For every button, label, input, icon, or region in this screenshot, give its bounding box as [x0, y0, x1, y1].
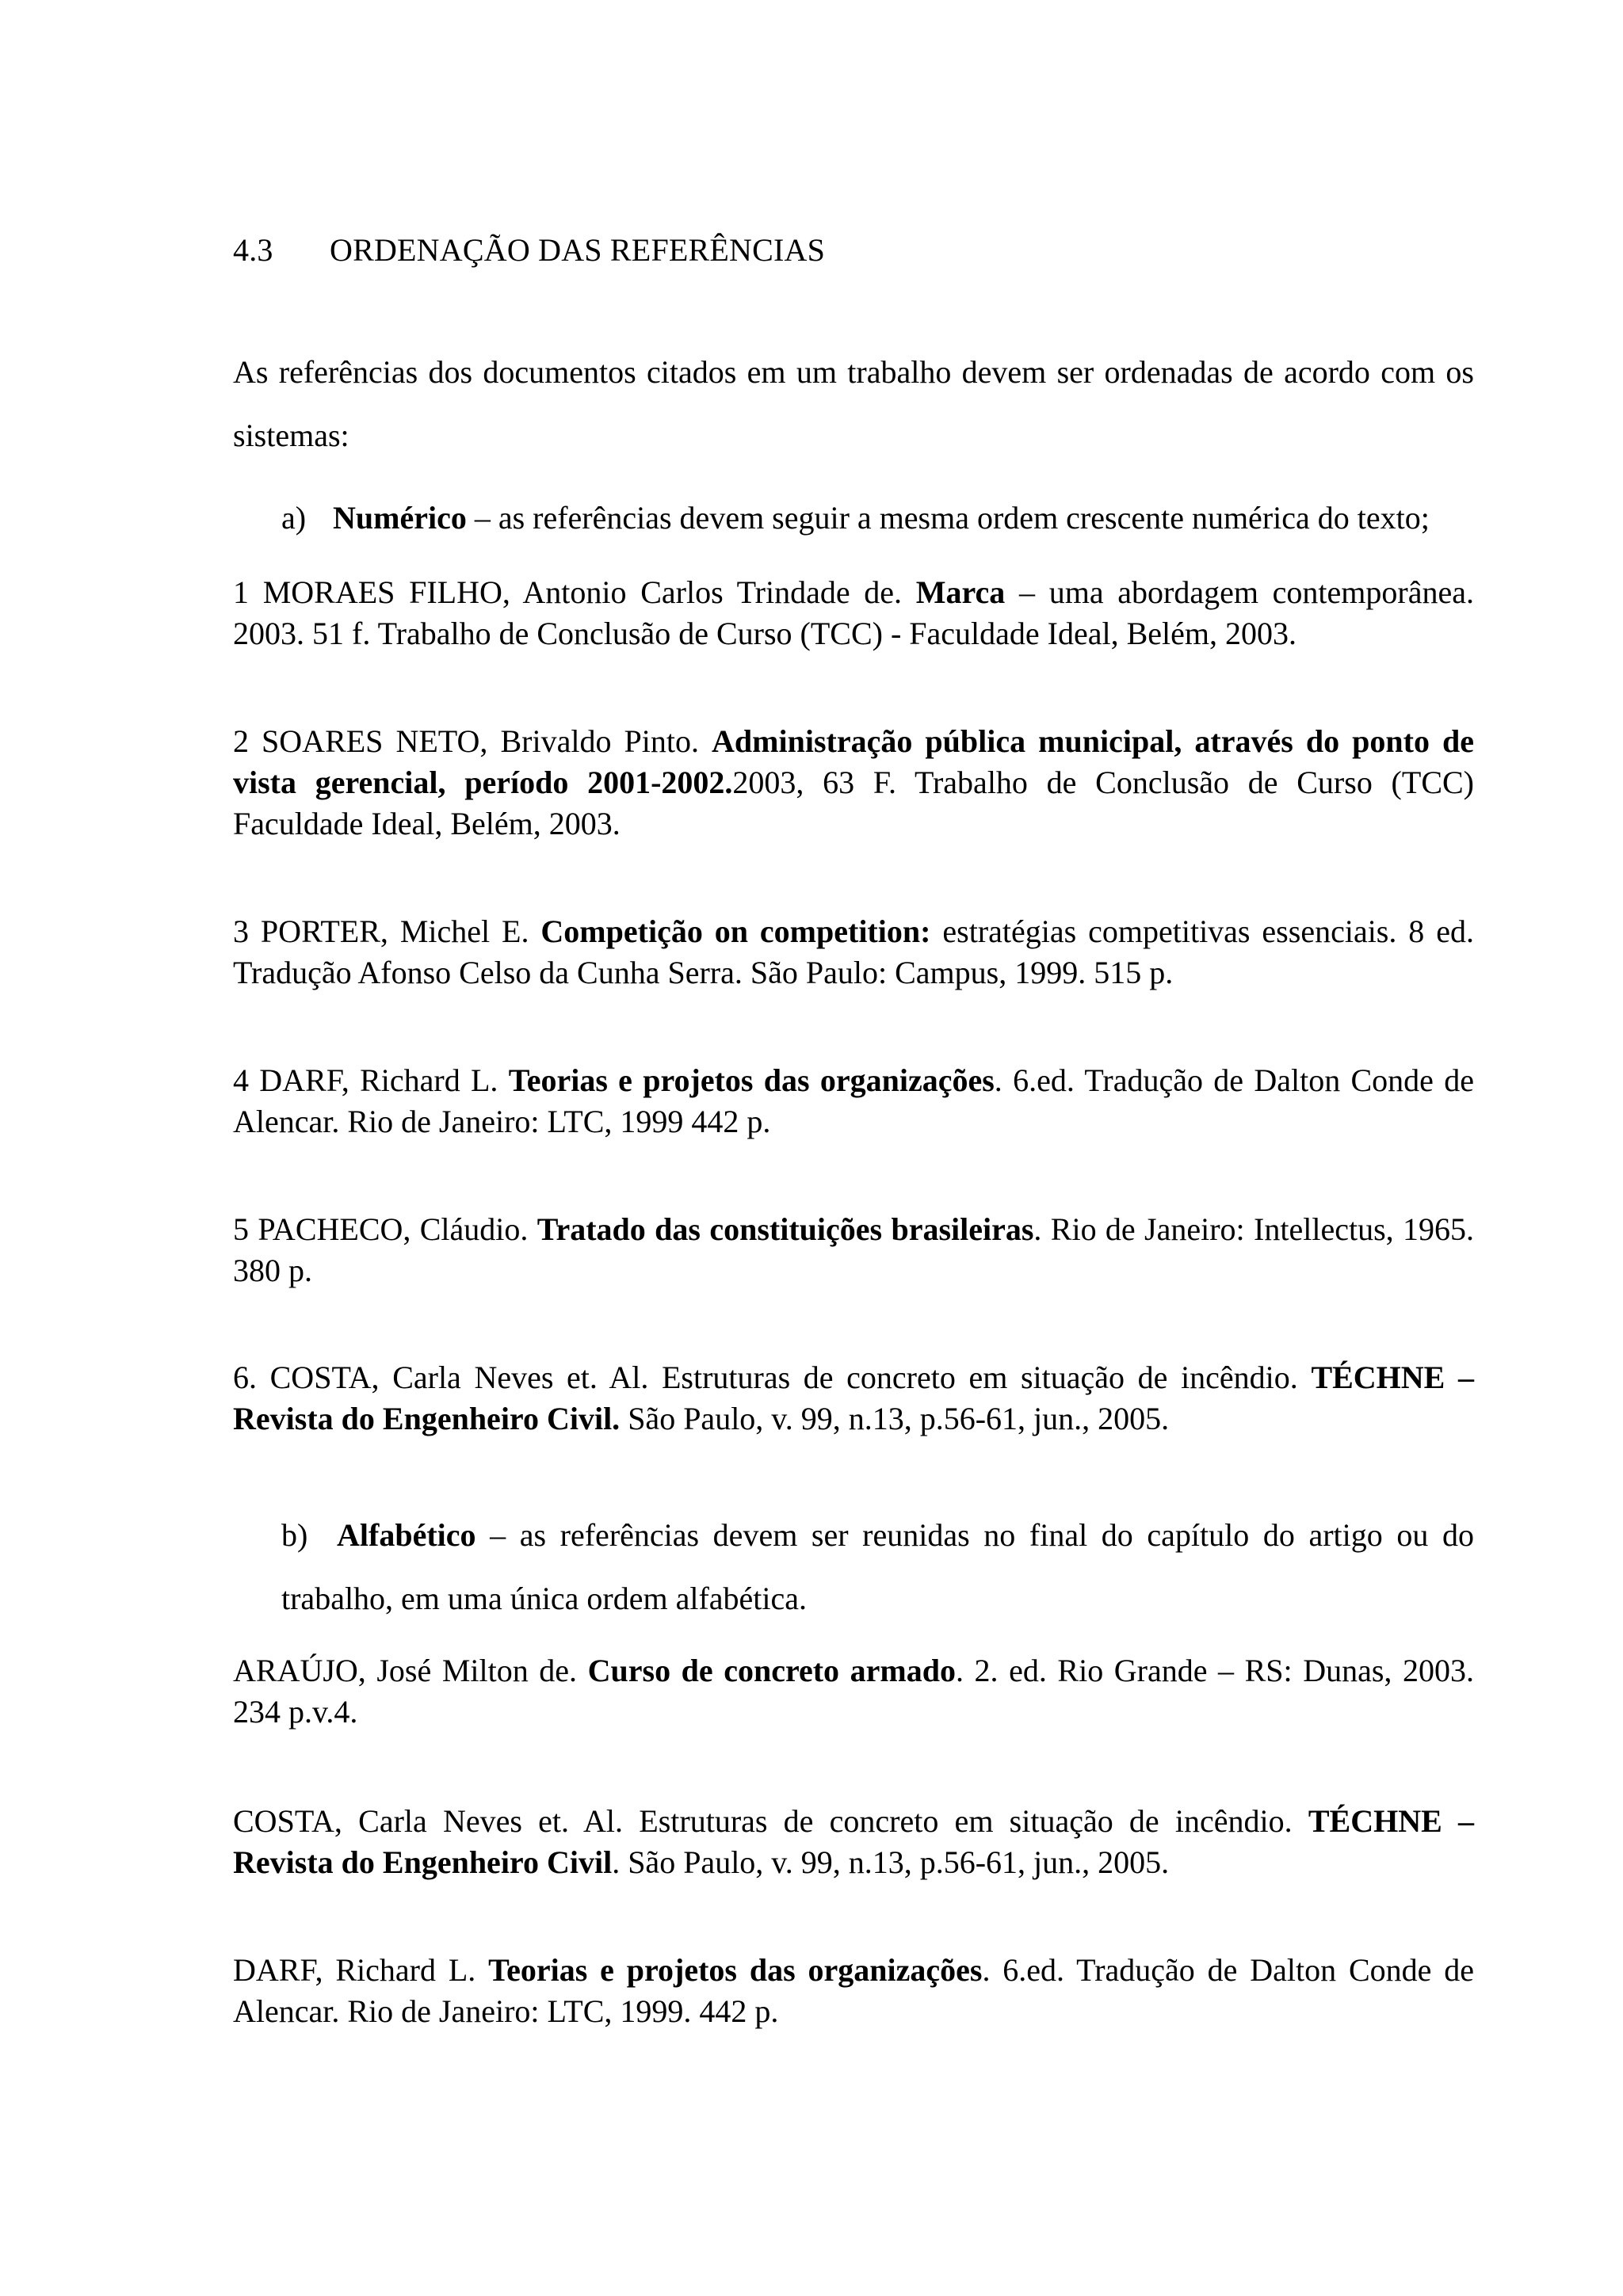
section-heading [233, 231, 1474, 269]
reference-entry: COSTA, Carla Neves et. Al. Estruturas de concreto em situação de incêndio. TÉCHNE – Revista do Engenheiro Civil. São Paulo, v. 99, n.13, p.56-61, jun., 2005. [233, 1803, 1474, 1880]
reference-entry: DARF, Richard L. Teorias e projetos das organizações. 6.ed. Tradução de Dalton Conde de Alencar. Rio de Janeiro: LTC, 1999. 442 p. [233, 1952, 1474, 2029]
reference-entry: 3 PORTER, Michel E. Competição on competition: estratégias competitivas essenciais. 8 ed. Tradução Afonso Celso da Cunha Serra. São Paulo: Campus, 1999. 515 p. [233, 913, 1474, 990]
section-title: ORDENAÇÃO DAS REFERÊNCIAS [330, 232, 826, 268]
list-text: – as referências devem ser reunidas no final do capítulo do artigo ou do trabalho, em uma única ordem alfabética. [281, 1517, 1474, 1616]
reference-entry: ARAÚJO, José Milton de. Curso de concreto armado. 2. ed. Rio Grande – RS: Dunas, 2003. 234 p.v.4. [233, 1653, 1474, 1730]
reference-entry: 1 MORAES FILHO, Antonio Carlos Trindade de. Marca – uma abordagem contemporânea. 2003. 51 f. Trabalho de Conclusão de Curso (TCC) - Faculdade Ideal, Belém, 2003. [233, 574, 1474, 651]
list-item-numeric [281, 486, 1430, 550]
list-text: – as referências devem seguir a mesma ordem crescente numérica do texto; [466, 500, 1430, 536]
intro-paragraph: As referências dos documentos citados em um trabalho devem ser ordenadas de acordo com os sistemas: [233, 354, 1474, 453]
list-term: Alfabético [337, 1517, 476, 1553]
reference-entry: 5 PACHECO, Cláudio. Tratado das constituições brasileiras. Rio de Janeiro: Intellectus, 1965. 380 p. [233, 1211, 1474, 1288]
list-marker: a) [281, 500, 307, 536]
list-item-alphabetic [281, 1504, 1474, 1630]
reference-entry: 4 DARF, Richard L. Teorias e projetos das organizações. 6.ed. Tradução de Dalton Conde de Alencar. Rio de Janeiro: LTC, 1999 442 p. [233, 1062, 1474, 1139]
section-number: 4.3 [233, 232, 273, 268]
reference-entry: 6. COSTA, Carla Neves et. Al. Estruturas de concreto em situação de incêndio. TÉCHNE – Revista do Engenheiro Civil. São Paulo, v. 99, n.13, p.56-61, jun., 2005. [233, 1360, 1474, 1436]
list-term: Numérico [333, 500, 467, 536]
list-marker: b) [281, 1517, 308, 1553]
reference-entry: 2 SOARES NETO, Brivaldo Pinto. Administração pública municipal, através do ponto de vista gerencial, período 2001-2002.2003, 63 F. Trabalho de Conclusão de Curso (TCC) Faculdade Ideal, Belém, 2003. [233, 723, 1474, 841]
